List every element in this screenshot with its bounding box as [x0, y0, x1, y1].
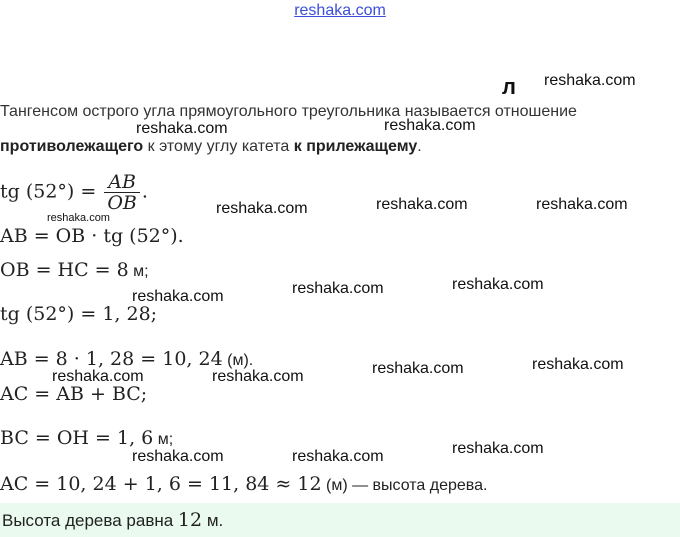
- watermark: reshaka.com: [452, 276, 544, 293]
- watermark: reshaka.com: [544, 72, 636, 89]
- header-site-link[interactable]: reshaka.com: [294, 2, 386, 19]
- definition-bold-opposite: противолежащего: [0, 138, 144, 155]
- watermark: reshaka.com: [132, 288, 224, 305]
- formula-bc-unit: м;: [153, 431, 174, 448]
- formula-ac-value: [0, 473, 487, 495]
- watermark: reshaka.com: [532, 356, 624, 373]
- glyph-l: л: [502, 74, 516, 99]
- formula-ab-value-expr: AB = 8 · 1, 28 = 10, 24: [0, 348, 223, 370]
- formula-end: .: [141, 180, 148, 203]
- formula-bc: [0, 427, 173, 449]
- formula-ab: AB = OB · tg (52°).: [0, 225, 184, 247]
- formula-bc-expr: BC = OH = 1, 6: [0, 427, 154, 449]
- watermark: reshaka.com: [292, 448, 384, 465]
- formula-ob-expr: OB = HC = 8: [0, 259, 129, 281]
- fraction-denominator: OB: [107, 192, 137, 214]
- watermark: reshaka.com: [536, 196, 628, 213]
- watermark: reshaka.com: [216, 200, 308, 217]
- answer-unit: м.: [202, 511, 224, 530]
- answer-text: [2, 509, 223, 531]
- definition-line-1: Тангенсом острого угла прямоугольного треугольника называется отношение: [0, 103, 577, 120]
- watermark: reshaka.com: [384, 117, 476, 134]
- formula-ab-value: [0, 348, 253, 370]
- watermark-small: reshaka.com: [47, 212, 110, 224]
- formula-ac: AC = AB + BC;: [0, 383, 148, 405]
- watermark: reshaka.com: [132, 448, 224, 465]
- fraction-ab-ob: [104, 172, 140, 213]
- watermark: reshaka.com: [292, 280, 384, 297]
- definition-line-2: [0, 136, 422, 158]
- fraction-numerator: AB: [104, 172, 140, 193]
- watermark: reshaka.com: [372, 360, 464, 377]
- formula-ob-unit: м;: [128, 263, 149, 280]
- watermark: reshaka.com: [212, 368, 304, 385]
- definition-end: .: [417, 138, 422, 155]
- watermark: reshaka.com: [376, 196, 468, 213]
- answer-value: 12: [177, 509, 203, 531]
- formula-tg-value: tg (52°) = 1, 28;: [0, 303, 158, 325]
- watermark: reshaka.com: [136, 120, 228, 137]
- watermark: reshaka.com: [452, 440, 544, 457]
- formula-ob: [0, 259, 149, 281]
- answer-box: [0, 503, 680, 537]
- definition-mid: к этому углу катета: [143, 138, 294, 155]
- definition-bold-adjacent: к прилежащему: [293, 138, 418, 155]
- watermark: reshaka.com: [52, 368, 144, 385]
- formula-ab-value-unit: (м).: [222, 352, 254, 369]
- formula-tg-left: tg (52°) =: [0, 180, 103, 203]
- answer-label: Высота дерева равна: [2, 511, 178, 530]
- formula-ac-value-unit: (м) — высота дерева.: [321, 477, 488, 494]
- formula-ac-value-expr: AC = 10, 24 + 1, 6 = 11, 84 ≈ 12: [0, 473, 322, 495]
- formula-tangent-ratio: [0, 172, 148, 213]
